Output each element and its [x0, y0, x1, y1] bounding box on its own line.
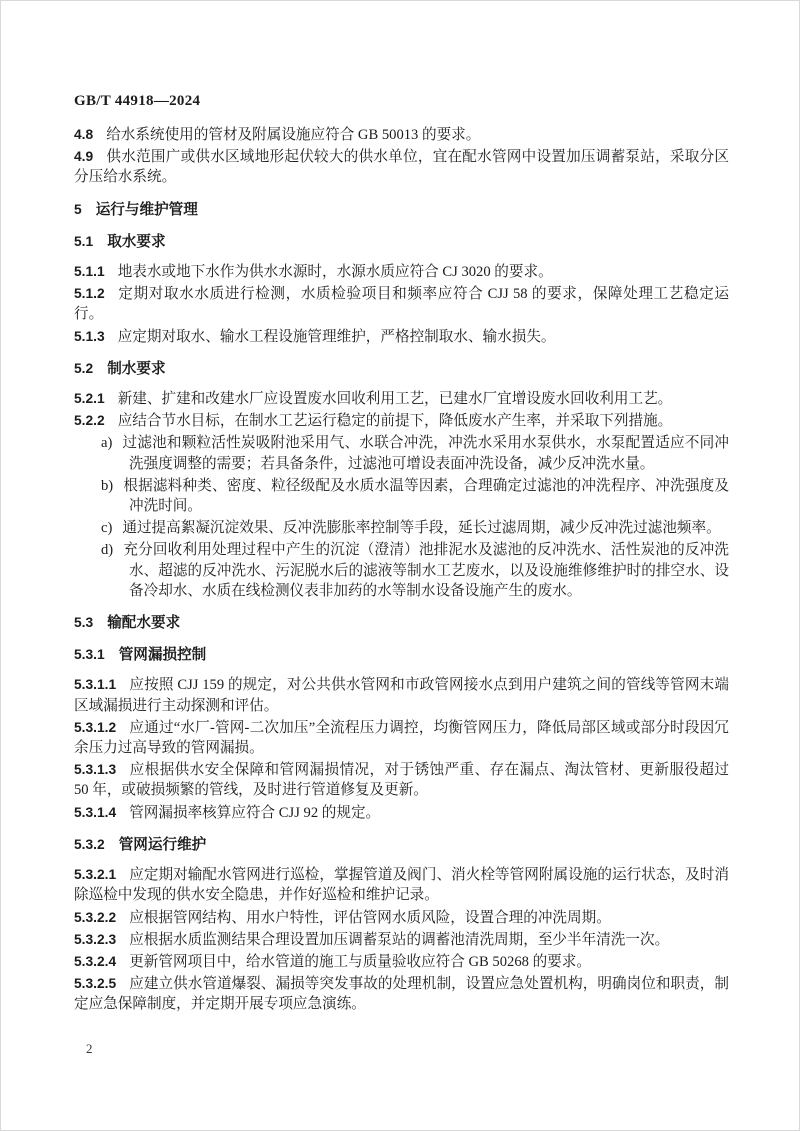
list-item-text: 通过提高絮凝沉淀效果、反冲洗膨胀率控制等手段，延长过滤周期，减少反冲洗过滤池频率。 — [122, 520, 721, 537]
clause-number: 5.2.2 — [74, 413, 105, 429]
clause-text: 应建立供水管道爆裂、漏损等突发事故的处理机制，设置应急处置机构，明确岗位和职责，制定应急保障制度，并定期开展专项应急演练。 — [74, 976, 729, 1013]
list-item-label: b) — [101, 477, 114, 494]
clause-5-3-2-1 — [74, 865, 729, 905]
section-heading-5-1 — [74, 232, 729, 252]
list-item-text: 根据滤料种类、密度、粒径级配及水质水温等因素，合理确定过滤池的冲洗程序、冲洗强度及冲洗时间。 — [123, 477, 729, 515]
heading-text: 管网运行维护 — [118, 836, 207, 853]
document-body — [74, 125, 729, 1015]
clause-number: 5.3.2.4 — [74, 953, 117, 969]
clause-text: 应根据水质监测结果合理设置加压调蓄泵站的调蓄池清洗周期，至少半年清洗一次。 — [129, 931, 670, 948]
clause-5-3-2-2 — [74, 908, 729, 928]
clause-number: 4.9 — [74, 149, 94, 165]
clause-text: 应通过“水厂-管网-二次加压”全流程压力调控，均衡管网压力，降低局部区域或部分时段因冗余压力过高导致的管网漏损。 — [74, 719, 729, 757]
clause-5-3-1-3 — [74, 760, 729, 800]
section-heading-5-3 — [74, 613, 729, 633]
clause-number: 5.2.1 — [74, 391, 105, 407]
clause-number: 5.3.2.3 — [74, 931, 117, 947]
clause-5-1-3 — [74, 327, 729, 347]
clause-text: 管网漏损率核算应符合 CJJ 92 的规定。 — [129, 804, 381, 821]
heading-text: 制水要求 — [107, 360, 166, 377]
clause-number: 5.3.1.2 — [74, 719, 117, 735]
heading-number: 5.3 — [74, 615, 94, 631]
clause-text: 应根据管网结构、用水户特性，评估管网水质风险，设置合理的冲洗周期。 — [129, 909, 611, 926]
clause-number: 5.1.2 — [74, 286, 105, 302]
list-item-a — [74, 433, 729, 473]
list-item-d — [74, 540, 729, 601]
clause-text: 应结合节水目标，在制水工艺运行稳定的前提下，降低废水产生率，并采取下列措施。 — [117, 413, 673, 430]
clause-5-3-2-3 — [74, 930, 729, 950]
clause-text: 定期对取水水质进行检测，水质检验项目和频率应符合 CJJ 58 的要求，保障处理工艺稳定运行。 — [74, 286, 729, 323]
heading-number: 5.1 — [74, 233, 94, 249]
clause-number: 5.3.1.3 — [74, 762, 117, 778]
list-item-label: d) — [101, 542, 114, 559]
section-heading-5-2 — [74, 359, 729, 379]
clause-5-1-1 — [74, 262, 729, 282]
list-item-text: 过滤池和颗粒活性炭吸附池采用气、水联合冲洗，冲洗水采用水泵供水，水泵配置适应不同冲洗强度调整的需要；若具备条件，过滤池可增设表面冲洗设备，减少反冲洗水量。 — [122, 435, 729, 472]
clause-number: 5.3.2.1 — [74, 867, 117, 883]
clause-number: 5.1.1 — [74, 264, 105, 280]
heading-number: 5.3.2 — [74, 836, 105, 852]
clause-number: 5.3.2.5 — [74, 976, 117, 992]
clause-text: 地表水或地下水作为供水水源时，水源水质应符合 CJ 3020 的要求。 — [117, 264, 553, 281]
list-item-c — [74, 518, 729, 538]
clause-5-2-2 — [74, 411, 729, 431]
page-content — [74, 93, 729, 1017]
clause-text: 新建、扩建和改建水厂应设置废水回收利用工艺，已建水厂宜增设废水回收利用工艺。 — [117, 391, 673, 408]
clause-text: 给水系统使用的管材及附属设施应符合 GB 50013 的要求。 — [106, 127, 481, 143]
heading-text: 运行与维护管理 — [95, 201, 198, 218]
clause-number: 4.8 — [74, 127, 94, 142]
clause-5-1-2 — [74, 284, 729, 324]
heading-number: 5.2 — [74, 360, 94, 376]
clause-number: 5.3.1.4 — [74, 804, 117, 820]
heading-text: 管网漏损控制 — [118, 647, 207, 664]
clause-5-3-2-5 — [74, 974, 729, 1014]
clause-5-2-1 — [74, 389, 729, 409]
list-item-label: c) — [101, 520, 113, 537]
list-item-label: a) — [101, 435, 113, 452]
clause-5-3-1-2 — [74, 718, 729, 758]
list-item-text: 充分回收利用处理过程中产生的沉淀（澄清）池排泥水及滤池的反冲洗水、活性炭池的反冲洗水、超滤的反冲洗水、污泥脱水后的滤液等制水工艺废水，以及设施维修维护时的排空水、设备冷却水、水质在线检测仪表非加药的水等制水设备设施产生的废水。 — [123, 542, 729, 599]
section-heading-5-3-1 — [74, 645, 729, 665]
clause-text: 应根据供水安全保障和管网漏损情况，对于锈蚀严重、存在漏点、淘汰管材、更新服役超过 50 年，或破损频繁的管线，及时进行管道修复及更新。 — [74, 762, 729, 799]
section-heading-5-3-2 — [74, 835, 729, 855]
heading-number: 5.3.1 — [74, 647, 105, 663]
section-heading-5 — [74, 200, 729, 220]
clause-text: 应定期对输配水管网进行巡检，掌握管道及阀门、消火栓等管网附属设施的运行状态，及时消除巡检中发现的供水安全隐患，并作好巡检和维护记录。 — [74, 867, 729, 904]
clause-number: 5.3.2.2 — [74, 909, 117, 925]
clause-4-9 — [74, 147, 729, 187]
clause-text: 更新管网项目中，给水管道的施工与质量验收应符合 GB 50268 的要求。 — [129, 953, 591, 970]
clause-5-3-1-1 — [74, 675, 729, 715]
heading-text: 取水要求 — [107, 233, 166, 250]
heading-text: 输配水要求 — [107, 615, 181, 632]
standard-number-header: GB/T 44918—2024 — [74, 93, 201, 109]
clause-number: 5.1.3 — [74, 328, 105, 344]
clause-4-8 — [74, 125, 729, 145]
clause-text: 应定期对取水、输水工程设施管理维护，严格控制取水、输水损失。 — [117, 328, 556, 345]
page-number: 2 — [86, 1041, 93, 1056]
clause-text: 应按照 CJJ 159 的规定，对公共供水管网和市政管网接水点到用户建筑之间的管线等管网末端区域漏损进行主动探测和评估。 — [74, 677, 729, 714]
list-item-b — [74, 476, 729, 516]
clause-5-3-1-4 — [74, 803, 729, 823]
clause-text: 供水范围广或供水区域地形起伏较大的供水单位，宜在配水管网中设置加压调蓄泵站，采取分区分压给水系统。 — [74, 149, 729, 186]
heading-number: 5 — [74, 201, 82, 217]
clause-number: 5.3.1.1 — [74, 677, 117, 693]
clause-5-3-2-4 — [74, 952, 729, 972]
